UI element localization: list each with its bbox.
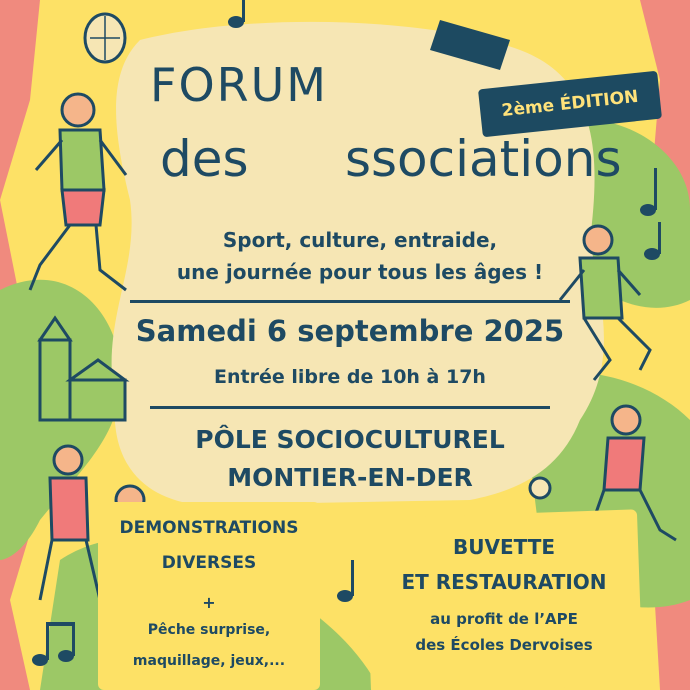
title-rest: ssociations (344, 130, 622, 188)
demonstrations-line1: DEMONSTRATIONS (119, 518, 299, 538)
event-hours: Entrée libre de 10h à 17h (214, 366, 486, 388)
ape-line2: des Écoles Dervoises (415, 636, 593, 654)
title-des: des (160, 130, 265, 188)
venue-line2: MONTIER-EN-DER (227, 463, 473, 492)
buvette-line1: BUVETTE (452, 535, 556, 559)
title-forum: FORUM (150, 58, 328, 112)
divider-bottom (150, 406, 550, 409)
venue-line1: PÔLE SOCIOCULTUREL (195, 425, 505, 454)
divider-top (130, 300, 570, 303)
tagline-line2: une journée pour tous les âges ! (176, 260, 544, 284)
event-date: Samedi 6 septembre 2025 (135, 314, 565, 348)
tagline-line1: Sport, culture, entraide, (222, 228, 498, 252)
buvette-line2: ET RESTAURATION (401, 570, 607, 594)
plus-sign: + (202, 593, 216, 612)
demonstrations-line2: DIVERSES (161, 553, 257, 573)
activities-line2: maquillage, jeux,... (132, 653, 286, 669)
ape-line1: au profit de l’APE (430, 610, 578, 628)
tennis-racket-icon (85, 14, 125, 62)
edition-badge-label: 2ème ÉDITION (500, 86, 640, 122)
activities-line1: Pêche surprise, (147, 622, 271, 638)
title-associations: des Associations (160, 85, 622, 207)
